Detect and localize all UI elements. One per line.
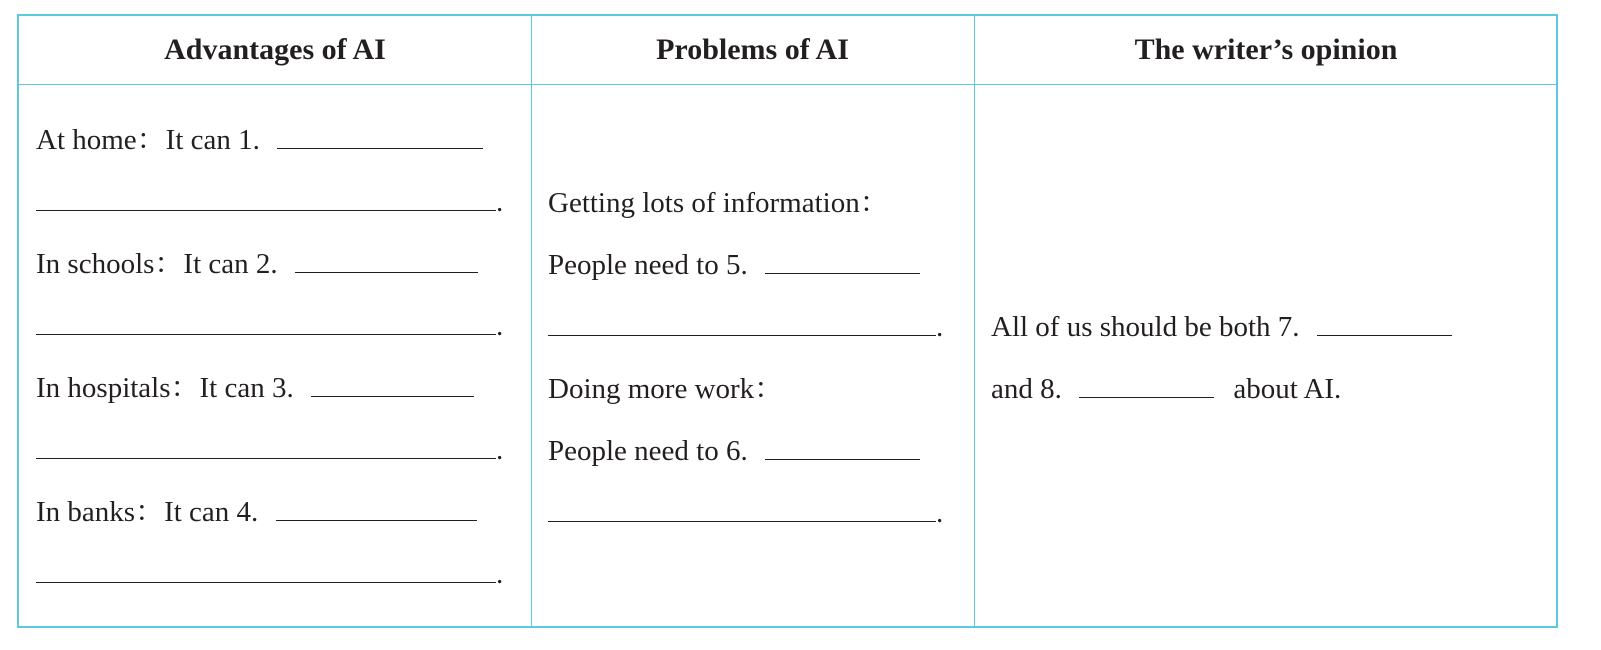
advantage-hospitals-continuation — [36, 433, 503, 467]
period: . — [496, 186, 504, 218]
opinion-text-1: All of us should be both 7. — [991, 311, 1300, 343]
period: . — [496, 558, 504, 590]
problem-work-continuation — [548, 496, 943, 530]
blank-3-continuation-input[interactable] — [36, 434, 496, 459]
blank-2-input[interactable] — [295, 248, 478, 273]
header-opinion: The writer’s opinion — [1134, 33, 1398, 66]
problem-info-heading: Getting lots of information： — [548, 187, 889, 219]
problem-work-heading: Doing more work： — [548, 373, 784, 405]
header-advantages: Advantages of AI — [164, 33, 386, 66]
blank-4-continuation-input[interactable] — [36, 558, 496, 583]
blank-6-input[interactable] — [765, 435, 920, 460]
advantage-home-continuation — [36, 185, 503, 219]
problem-work-text: People need to 6. — [548, 435, 748, 467]
opinion-line-2 — [991, 372, 1341, 406]
blank-6-continuation-input[interactable] — [548, 497, 936, 522]
advantage-schools-text: In schools：It can 2. — [36, 248, 278, 280]
opinion-text-2-start: and 8. — [991, 373, 1062, 405]
blank-4-input[interactable] — [276, 496, 477, 521]
blank-1-continuation-input[interactable] — [36, 186, 496, 211]
blank-5-input[interactable] — [765, 249, 920, 274]
problem-work-line — [548, 434, 920, 468]
column-divider-1 — [531, 16, 532, 626]
period: . — [936, 497, 944, 529]
blank-2-continuation-input[interactable] — [36, 310, 496, 335]
blank-3-input[interactable] — [311, 372, 474, 397]
blank-5-continuation-input[interactable] — [548, 311, 936, 336]
advantage-home-text: At home：It can 1. — [36, 124, 260, 156]
advantage-banks-continuation — [36, 557, 503, 591]
period: . — [496, 310, 504, 342]
problem-info-line — [548, 248, 920, 282]
advantage-schools-continuation — [36, 309, 503, 343]
advantage-home-line — [36, 123, 483, 157]
period: . — [496, 434, 504, 466]
opinion-line-1 — [991, 310, 1452, 344]
blank-8-input[interactable] — [1079, 373, 1214, 398]
blank-7-input[interactable] — [1317, 311, 1452, 336]
advantage-banks-text: In banks：It can 4. — [36, 496, 259, 528]
problem-info-continuation — [548, 310, 943, 344]
column-divider-2 — [974, 16, 975, 626]
advantage-hospitals-line — [36, 371, 474, 405]
advantage-hospitals-text: In hospitals：It can 3. — [36, 372, 294, 404]
period: . — [936, 311, 944, 343]
advantage-schools-line — [36, 247, 478, 281]
opinion-text-2-end: about AI. — [1233, 373, 1342, 405]
blank-1-input[interactable] — [277, 124, 483, 149]
header-problems: Problems of AI — [656, 33, 849, 66]
problem-info-text: People need to 5. — [548, 249, 748, 281]
advantage-banks-line — [36, 495, 477, 529]
